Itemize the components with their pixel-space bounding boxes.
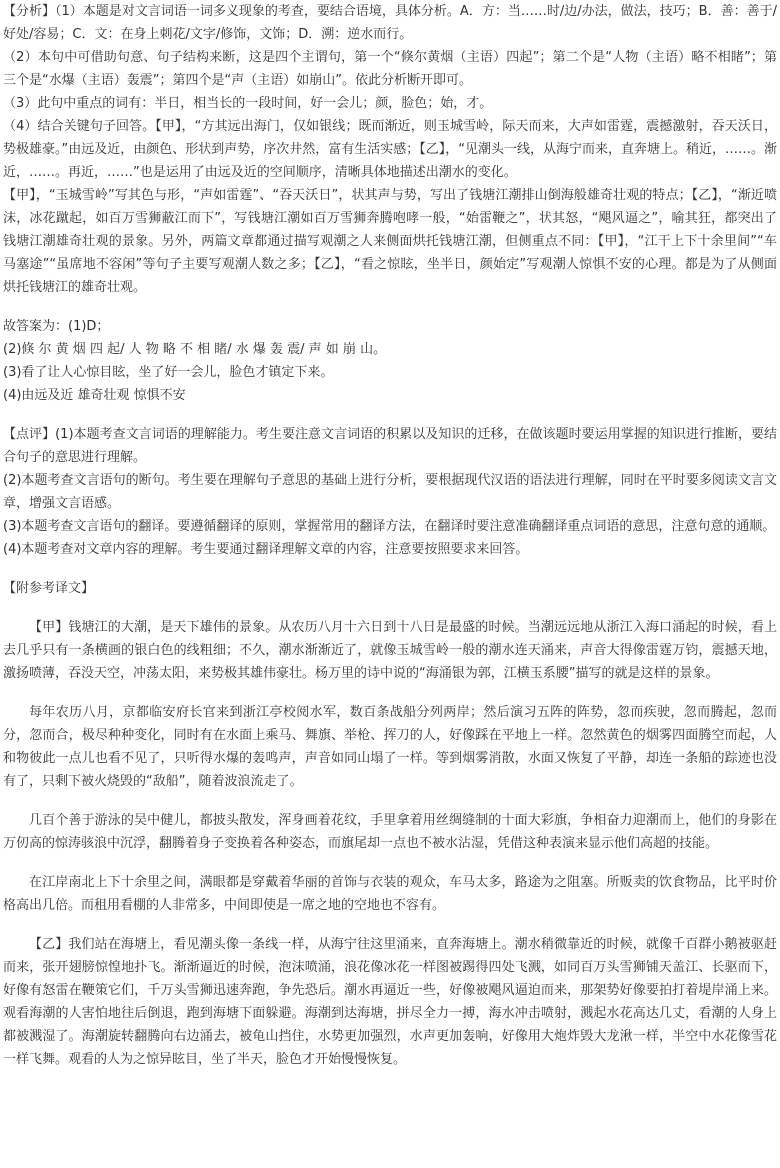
translation-paragraph: 每年农历八月，京都临安府长官来到浙江亭校阅水军，数百条战船分列两岸；然后演习五阵的阵势，忽而疾驶，忽而腾起，忽而分，忽而合，极尽种种变化，同时有在水面上乘马、舞旗、举枪、挥刀的人，好像踩在平地上一样。忽然黄色的烟雾四面腾空而起，人和物彼此一点儿也看不见了，只听得水爆的轰鸣声，声音如同山塌了一样。等到烟雾消散，水面又恢复了平静，却连一条船的踪迹也没有了，只剩下被火烧毁的“敌船”，随着波浪流走了。	[3, 705, 777, 789]
analysis-paragraph: （2）本句中可借助句意、句子结构来断，这是四个主谓句，第一个“倏尔黄烟（主语）四起”；第二个是“人物（主语）略不相睹”；第三个是“水爆（主语）轰震”；第四个是“声（主语）如崩山”。依此分析断开即可。	[3, 50, 777, 88]
answer-line: 故答案为：(1)D；	[3, 319, 110, 334]
analysis-paragraph: 【甲】，“玉城雪岭”写其色与形，“声如雷霆”、“吞天沃日”，状其声与势，写出了钱塘江潮排山倒海般雄奇壮观的特点；【乙】，“渐近喷沫，冰花蹴起，如百万雪狮蔽江而下”，写钱塘江潮如百万雪狮奔腾咆哮一般，“始雷鞭之”，状其怒，“飓风逼之”，喻其狂，都突出了钱塘江潮雄奇壮观的景象。另外，两篇文章都通过描写观潮之人来侧面烘托钱塘江潮，但侧重点不同：【甲】，“江干上下十余里间”“车马塞途”“虽席地不容闲”等句子主要写观潮人数之多；【乙】，“看之惊眩，坐半日，颜始定”写观潮人惊惧不安的心理。都是为了从侧面烘托钱塘江的雄奇壮观。	[3, 188, 777, 295]
translation-paragraph: 【甲】钱塘江的大潮，是天下雄伟的景象。从农历八月十六日到十八日是最盛的时候。当潮远远地从浙江入海口涌起的时候，看上去几乎只有一条横画的银白色的线粗细；不久，潮水渐渐近了，就像玉城雪岭一般的潮水连天涌来，声音大得像雷霆万钧，震撼天地，激扬喷薄，吞没天空，冲荡太阳，来势极其雄伟豪壮。杨万里的诗中说的“海涌银为郭，江横玉系腰”描写的就是这样的景象。	[3, 620, 777, 681]
translation-paragraph: 【乙】我们站在海塘上，看见潮头像一条线一样，从海宁往这里涌来，直奔海塘上。潮水稍微靠近的时候，就像千百群小鹅被驱赶而来，张开翅膀惊惶地扑飞。渐渐逼近的时候，泡沫喷涌，浪花像冰花一样图被踢得四处飞溅，如同百万头雪狮铺天盖江、长驱而下，好像有怒雷在鞭策它们，千万头雪狮迅速奔跑，争先恐后。潮水再逼近一些，好像被飓风逼迫而来，那架势好像要拍打着堤岸涌上来。观看海潮的人害怕地往后倒退，跑到海塘下面躲避。海潮到达海塘，拼尽全力一搏，海水冲击喷射，溅起水花高达几丈，看潮的人身上都被溅湿了。海潮旋转翻腾向右边涌去，被龟山挡住，水势更加强烈，水声更加轰响，好像用大炮炸毁大龙湫一样，半空中水花像雪花一样飞舞。观看的人为之惊异眩目，坐了半天，脸色才开始慢慢恢复。	[3, 937, 777, 1067]
answer-section	[3, 315, 777, 407]
comment-section	[3, 423, 777, 561]
analysis-paragraph: 【分析】（1）本题是对文言词语一词多义现象的考查，要结合语境，具体分析。A．方：当……时/边/办法，做法，技巧；B．善：善于/好处/容易；C．文：在身上刺花/文字/修饰，文饰；D．溯：逆水而行。	[3, 4, 777, 42]
analysis-section	[3, 0, 777, 299]
analysis-paragraph: （4）结合关键句子回答。【甲】，“方其远出海门，仅如银线；既而渐近，则玉城雪岭，际天而来，大声如雷霆，震撼激射，吞天沃日，势极雄豪。”由远及近，由颜色、形状到声势，序次井然，富有生活实感；【乙】，“见潮头一线，从海宁而来，直奔塘上。稍近，……。渐近，……。再近，……”也是运用了由远及近的空间顺序，清晰具体地描述出潮水的变化。	[3, 119, 777, 180]
spacer	[3, 299, 777, 315]
translation-heading: 【附参考译文】	[3, 581, 95, 596]
answer-line: (3)看了让人心惊目眩，坐了好一会儿，脸色才镇定下来。	[3, 365, 334, 380]
spacer	[3, 407, 777, 423]
translation-heading-block	[3, 577, 777, 600]
translation-paragraph: 在江岸南北上下十余里之间，满眼都是穿戴着华丽的首饰与衣装的观众，车马太多，路途为之阻塞。所贩卖的饮食物品，比平时价格高出几倍。而租用看棚的人非常多，中间即使是一席之地的空地也不容有。	[3, 875, 777, 913]
comment-paragraph: (2)本题考查文言语句的断句。考生要在理解句子意思的基础上进行分析，要根据现代汉语的语法进行理解，同时在平时要多阅读文言文章，增强文言语感。	[3, 473, 777, 511]
spacer	[3, 600, 777, 616]
answer-line: (4)由远及近 雄奇壮观 惊惧不安	[3, 388, 186, 403]
translation-section	[3, 616, 777, 1071]
comment-paragraph: 【点评】(1)本题考查文言词语的理解能力。考生要注意文言词语的积累以及知识的迁移，在做该题时要运用掌握的知识进行推断，要结合句子的意思进行理解。	[3, 427, 777, 465]
analysis-paragraph: （3）此句中重点的词有：半日，相当长的一段时间，好一会儿；颜，脸色；始，才。	[3, 96, 493, 111]
spacer	[3, 561, 777, 577]
comment-paragraph: (4)本题考查对文章内容的理解。考生要通过翻译理解文章的内容，注意要按照要求来回答。	[3, 542, 529, 557]
answer-line: (2)倏 尔 黄 烟 四 起/ 人 物 略 不 相 睹/ 水 爆 轰 震/ 声 如 崩 山。	[3, 342, 387, 357]
comment-paragraph: (3)本题考查文言语句的翻译。要遵循翻译的原则，掌握常用的翻译方法，在翻译时要注意准确翻译重点词语的意思，注意句意的通顺。	[3, 519, 776, 534]
translation-paragraph: 几百个善于游泳的吴中健儿，都披头散发，浑身画着花纹，手里拿着用丝绸缝制的十面大彩旗，争相奋力迎潮而上，他们的身影在万仞高的惊涛骇浪中沉浮，翻腾着身子变换着各种姿态，而旗尾却一点也不被水沾湿，凭借这种表演来显示他们高超的技能。	[3, 813, 777, 851]
